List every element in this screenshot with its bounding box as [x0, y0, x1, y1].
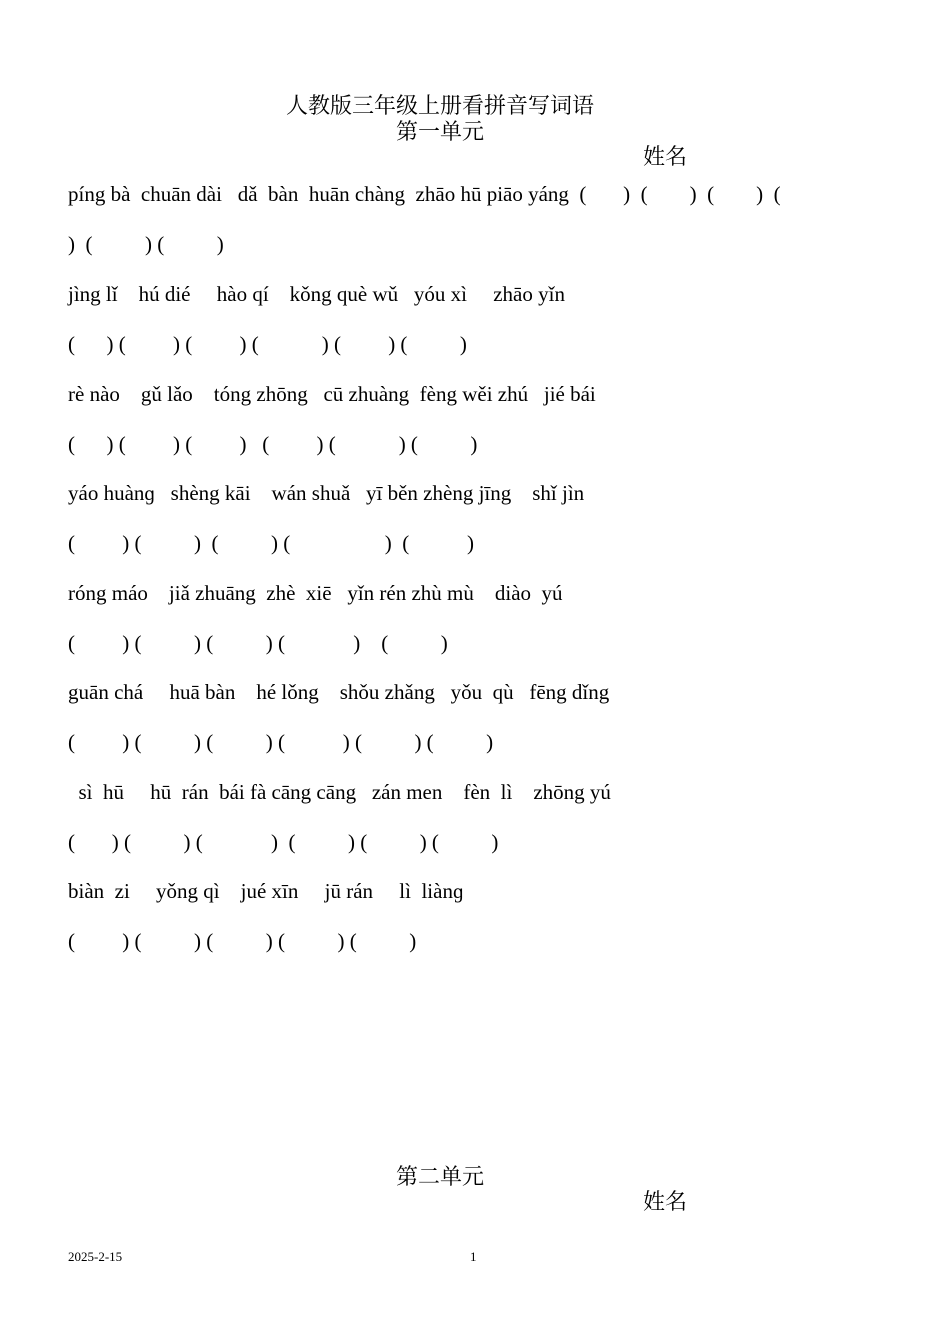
footer-date: 2025-2-15	[68, 1249, 123, 1264]
name-label: 姓名	[643, 1189, 688, 1214]
answer-brackets-line: ( ) ( ) ( ) ( ) ( ) ( )	[68, 730, 494, 754]
unit-one-heading: 第一单元	[395, 119, 484, 144]
answer-brackets-line: ( ) ( ) ( ) ( ) ( ) ( )	[68, 432, 478, 456]
pinyin-line: yáo huànɡ shèng kāi wán shuǎ yī běn zhèng jīng shǐ jìn	[68, 481, 585, 505]
pinyin-line: sì hū hū rán bái fà cāng cāng zán men fèn lì zhōng yú	[68, 780, 611, 804]
pinyin-line: biàn zi yǒng qì jué xīn jū rán lì liànɡ	[68, 879, 464, 903]
footer-page-number: 1	[470, 1249, 477, 1264]
answer-brackets-line: ( ) ( ) ( ) ( ) ( ) ( )	[68, 830, 499, 854]
pinyin-line: jìng lǐ hú dié hào qí kǒng què wǔ yóu xì zhāo yǐn	[68, 282, 565, 306]
unit-two-heading: 第二单元	[395, 1164, 484, 1189]
answer-brackets-line: ( ) ( ) ( ) ( ) ( )	[68, 929, 417, 953]
answer-brackets-line: ) ( ) ( )	[68, 232, 224, 256]
worksheet-title: 人教版三年级上册看拼音写词语	[285, 93, 594, 118]
pinyin-line: píng bà chuān dài dǎ bàn huān chàng zhāo hū piāo yáng ( ) ( ) ( ) (	[68, 182, 781, 206]
pinyin-line: róng máo jiǎ zhuāng zhè xiē yǐn rén zhù mù diào yú	[68, 581, 563, 605]
pinyin-line: guān chá huā bàn hé lǒng shǒu zhǎng yǒu qù fēng dǐng	[68, 680, 610, 704]
pinyin-line: rè nào gǔ lǎo tóng zhōng cū zhuàng fèng wěi zhú jié bái	[68, 382, 596, 406]
answer-brackets-line: ( ) ( ) ( ) ( ) ( )	[68, 531, 474, 555]
answer-brackets-line: ( ) ( ) ( ) ( ) ( )	[68, 631, 448, 655]
name-label: 姓名	[643, 144, 688, 169]
answer-brackets-line: ( ) ( ) ( ) ( ) ( ) ( )	[68, 332, 467, 356]
